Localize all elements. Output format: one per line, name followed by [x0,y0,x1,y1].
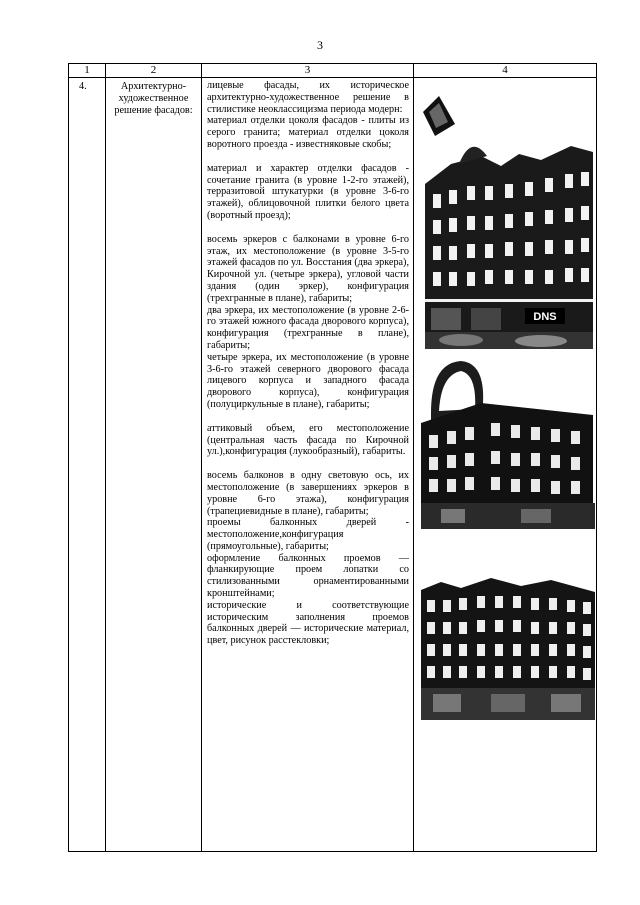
row-number: 4. [69,78,106,852]
row-label: Архитектурно-художественное решение фасадов: [106,78,202,852]
description-paragraph: восемь эркеров с балконами в уровне 6-го этаж, их местоположение (в уровне 3-5-го этажей фасадов по ул. Восстания (два эркера), Кирочной ул. (четыре эркера), угловой части здания (один эркер), конфигурация (трехгранные в плане), габариты; [207,233,409,304]
description-paragraph: четыре эркера, их местоположение (в уровне 3-6-го этажей северного дворового фасада лицевого корпуса и западного фасада дворового корпуса), конфигурация (полуциркульные в плане), габариты; [207,351,409,410]
description-paragraph: восемь балконов в одну световую ось, их местоположение (в завершениях эркеров в уровне 6-го этажа), конфигурация (трапециевидные в плане), габариты; [207,470,409,517]
description-paragraph: материал и характер отделки фасадов - сочетание гранита (в уровне 1-2-го этажей), терразитовой штукатурки (в уровне 3-6-го этажей), облицовочной плитки белого цвета (воротный проезд); [207,162,409,221]
table-row [69,78,597,852]
description-paragraph: исторические и соответствующие историческим заполнения проемов балконных дверей — исторические материал, цвет, рисунок расстекловки; [207,599,409,647]
header-cell-4: 4 [414,64,597,78]
header-cell-1: 1 [69,64,106,78]
table-header-row [69,64,597,78]
row-description [202,78,414,852]
protection-subject-table [68,63,597,852]
page-number: 3 [317,38,323,52]
description-paragraph: лицевые фасады, их историческое архитектурно-художественное решение в стилистике неоклассицизма периода модерн: [207,80,409,115]
shop-sign-text: DNS [533,311,557,323]
description-paragraph: оформление балконных проемов — фланкирующие проем лопатки со стилизованными орнаментированными кронштейнами; [207,552,409,600]
description-paragraph: проемы балконных дверей - местоположение,конфигурация (прямоугольные), габариты; [207,517,409,552]
header-cell-2: 2 [106,64,202,78]
facade-photo-dome [421,353,595,529]
facade-photo-corner [421,94,595,349]
description-paragraph: материал отделки цоколя фасадов - плиты из серого гранита; материал отделки цоколя воротного проезда - известняковые скобы; [207,115,409,150]
row-photos [414,78,597,852]
description-paragraph: аттиковый объем, его местоположение (центральная часть фасада по Кирочной ул.),конфигурация (лукообразный), габариты. [207,422,409,458]
facade-photo-street [421,572,595,720]
header-cell-3: 3 [202,64,414,78]
description-paragraph: два эркера, их местоположение (в уровне 2-6-го этажей южного фасада дворового корпуса), конфигурация (трехгранные в плане), габариты; [207,304,409,351]
